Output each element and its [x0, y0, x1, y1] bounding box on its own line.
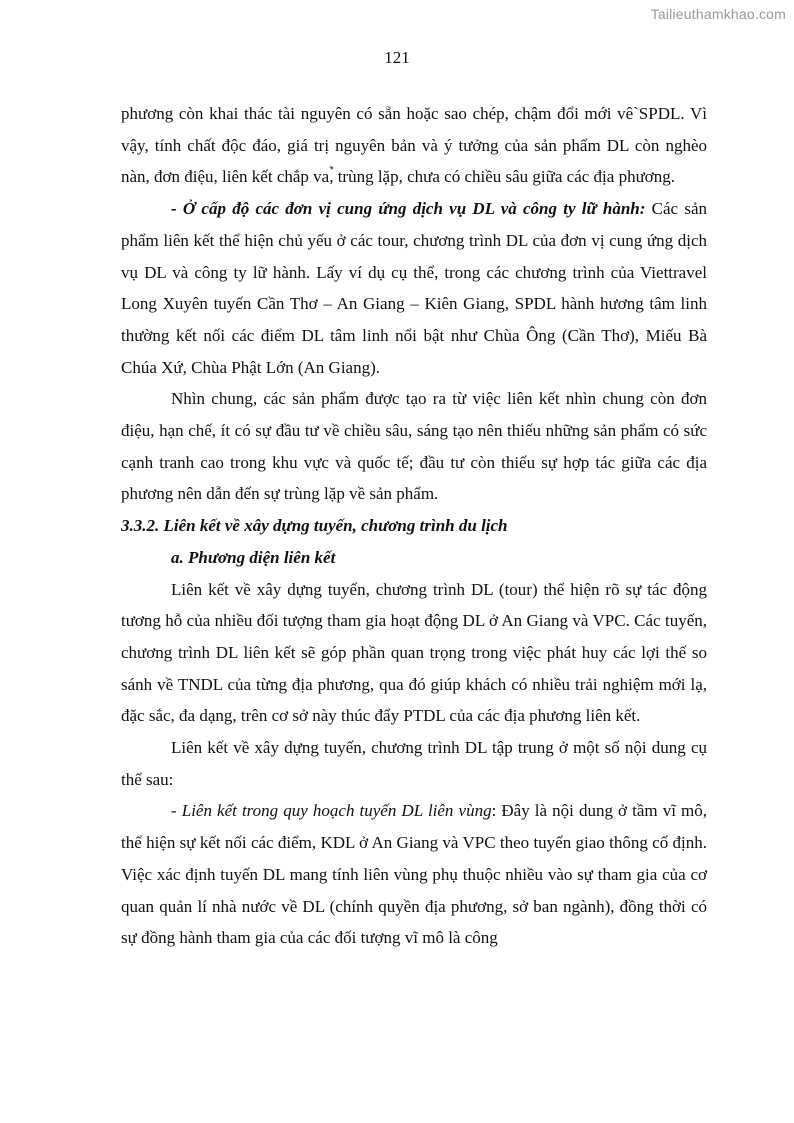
page-number: 121: [384, 48, 410, 67]
paragraph-lead-bold: - Ở cấp độ các đơn vị cung ứng dịch vụ DL và công ty lữ hành:: [171, 199, 646, 219]
paragraph-body: Các sản phẩm liên kết thể hiện chủ yếu ở các tour, chương trình DL của đơn vị cung ứng dịch vụ DL và công ty lữ hành. Lấy ví dụ cụ thể, trong các chương trình của Viettravel Long Xuyên tuyến Cần Thơ – An Giang – Kiên Giang, SPDL hành hương tâm linh thường kết nối các điểm DL tâm linh nổi bật như Chùa Ông (Cần Thơ), Miếu Bà Chúa Xứ, Chùa Phật Lớn (An Giang).: [121, 199, 708, 377]
watermark: Tailieuthamkhao.com: [650, 6, 786, 22]
paragraph-planning: [121, 795, 707, 954]
document-body: [121, 98, 707, 954]
paragraph-route-linkage: Liên kết về xây dựng tuyến, chương trình DL (tour) thể hiện rõ sự tác động tương hỗ của nhiều đối tượng tham gia hoạt động DL ở An Giang và VPC. Các tuyến, chương trình DL liên kết sẽ góp phần quan trọng trong việc phát huy các lợi thế so sánh về TNDL của từng địa phương, qua đó giúp khách có nhiều trải nghiệm mới lạ, đặc sắc, đa dạng, trên cơ sở này thúc đẩy PTDL của các địa phương liên kết.: [121, 579, 707, 726]
paragraph-summary: Nhìn chung, các sản phẩm được tạo ra từ việc liên kết nhìn chung còn đơn điệu, hạn chế, ít có sự đầu tư về chiều sâu, sáng tạo nên thiếu những sản phẩm có sức cạnh tranh cao trong khu vực và quốc tế; đầu tư còn thiếu sự hợp tác giữa các địa phương nên dẫn đến sự trùng lặp về sản phẩm.: [121, 389, 707, 504]
section-heading: 3.3.2. Liên kết về xây dựng tuyến, chương trình du lịch: [121, 516, 508, 536]
paragraph-body: : Đây là nội dung ở tầm vĩ mô, thể hiện sự kết nối các điểm, KDL ở An Giang và VPC theo tuyến giao thông cố định. Việc xác định tuyến DL mang tính liên vùng phụ thuộc nhiều vào sự tham gia của cơ quan quản lí nhà nước về DL (chính quyền địa phương, sở ban ngành), đồng thời có sự đồng hành tham gia của các đối tượng vĩ mô là công: [121, 801, 707, 948]
paragraph-route-content: Liên kết về xây dựng tuyến, chương trình DL tập trung ở một số nội dung cụ thể sau:: [121, 738, 707, 789]
paragraph-service-level: [121, 193, 707, 383]
paragraph-continuation: phương còn khai thác tài nguyên có sẵn hoặc sao chép, chậm đổi mới vê`SPDL. Vì vậy, tính chất độc đáo, giá trị nguyên bản và ý tưởng của sản phẩm DL còn nghèo nàn, đơn điệu, liên kết chắp va,̉ trùng lặp, chưa có chiều sâu giữa các địa phương.: [121, 104, 707, 187]
paragraph-lead-italic: - Liên kết trong quy hoạch tuyến DL liên vùng: [171, 801, 492, 821]
subsection-heading: a. Phương diện liên kết: [171, 547, 336, 567]
